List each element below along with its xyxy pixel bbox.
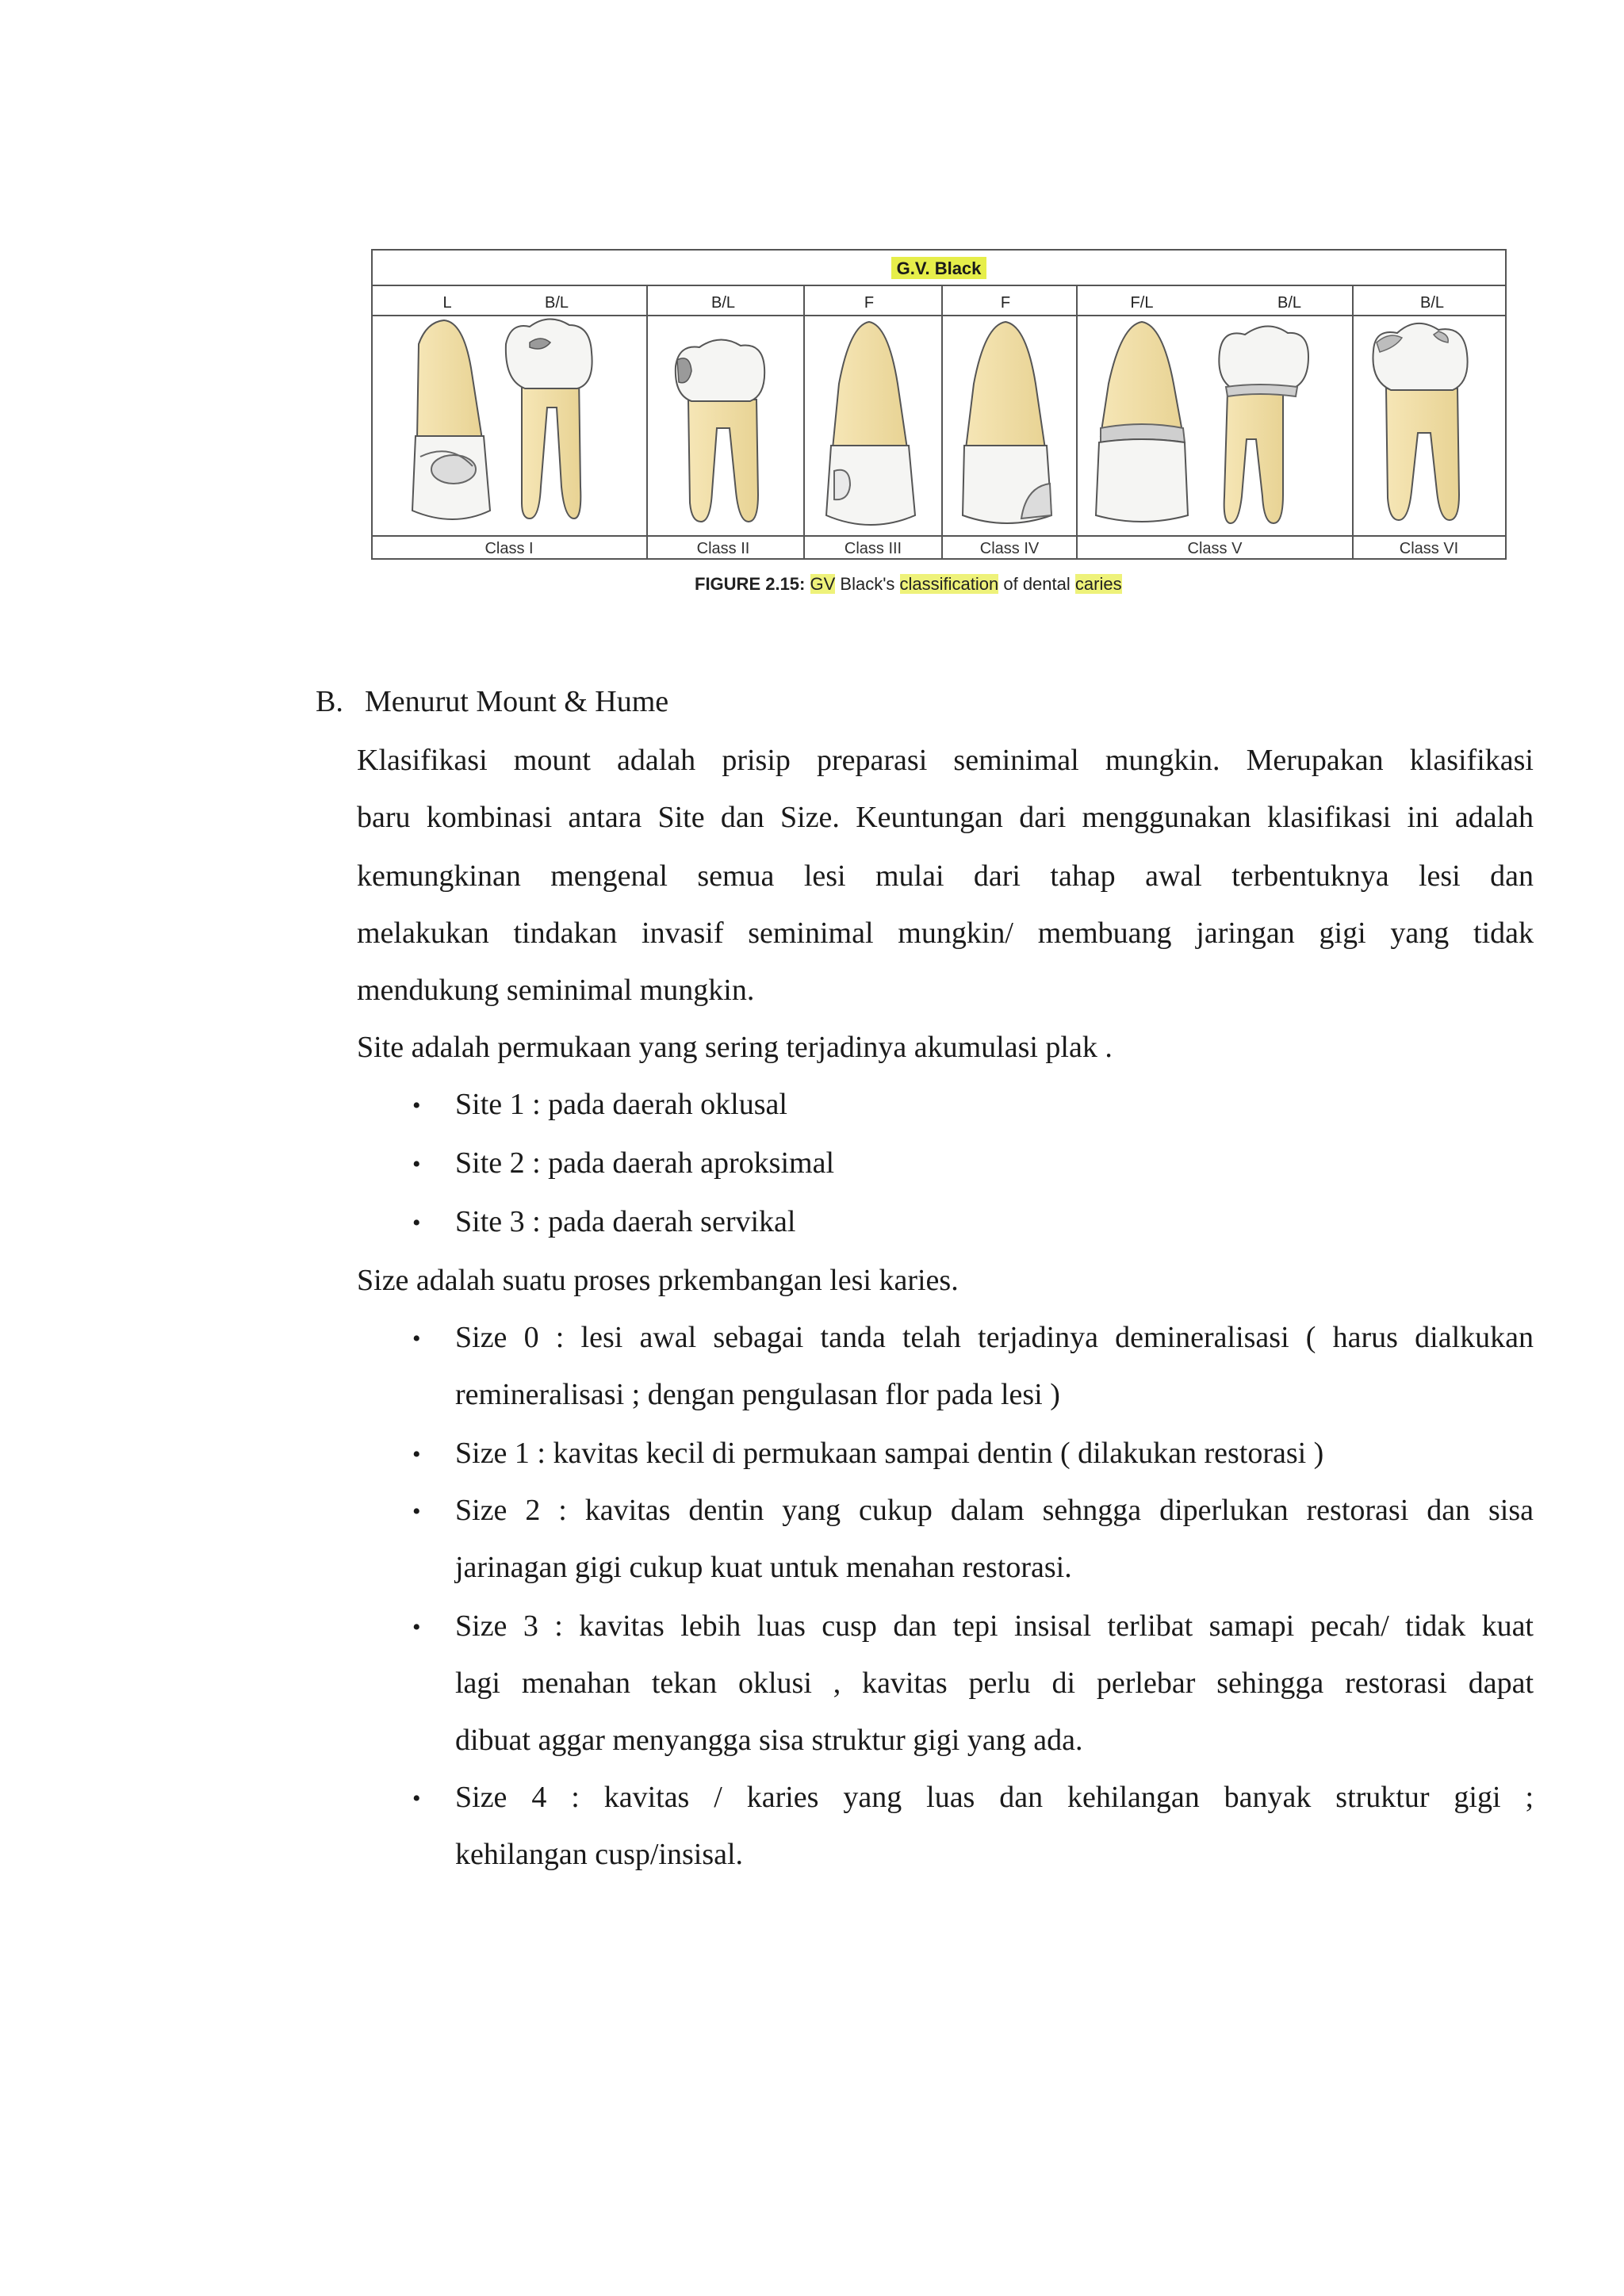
class-label: Class VI bbox=[1399, 540, 1459, 557]
view-label: F bbox=[864, 294, 875, 312]
bullet-icon: • bbox=[412, 1498, 421, 1525]
bullet-icon: • bbox=[412, 1785, 421, 1812]
caption-text: of dental bbox=[998, 574, 1075, 594]
size-item-line: Size 1 : kavitas kecil di permukaan sampai dentin ( dilakukan restorasi ) bbox=[455, 1437, 1324, 1470]
site-item: Site 1 : pada daerah oklusal bbox=[455, 1088, 787, 1121]
bullet-icon: • bbox=[412, 1151, 421, 1177]
caption-text: classification bbox=[899, 574, 999, 594]
paragraph-line: mendukung seminimal mungkin. bbox=[357, 974, 755, 1007]
bullet-icon: • bbox=[412, 1326, 421, 1352]
figure-caption bbox=[695, 574, 1122, 595]
bullet-icon: • bbox=[412, 1093, 421, 1119]
paragraph-line: kemungkinan mengenal semua lesi mulai dari tahap awal terbentuknya lesi dan bbox=[357, 859, 1534, 893]
size-item-line: Size 4 : kavitas / karies yang luas dan kehilangan banyak struktur gigi ; bbox=[455, 1781, 1534, 1814]
view-label: B/L bbox=[544, 294, 569, 312]
view-label: B/L bbox=[710, 294, 736, 312]
size-item-line: lagi menahan tekan oklusi , kavitas perlu di perlebar sehingga restorasi dapat bbox=[455, 1667, 1534, 1700]
class-label: Class III bbox=[844, 540, 902, 557]
view-label: L bbox=[442, 294, 452, 312]
size-intro: Size adalah suatu proses prkembangan lesi karies. bbox=[357, 1264, 959, 1297]
size-item-line: dibuat aggar menyangga sisa struktur gigi yang ada. bbox=[455, 1724, 1083, 1757]
site-intro: Site adalah permukaan yang sering terjadinya akumulasi plak . bbox=[357, 1031, 1113, 1064]
view-label: B/L bbox=[1277, 294, 1302, 312]
size-item-line: Size 0 : lesi awal sebagai tanda telah terjadinya demineralisasi ( harus dialkukan bbox=[455, 1321, 1534, 1354]
caption-text: GV bbox=[810, 574, 836, 594]
class-label: Class IV bbox=[979, 540, 1040, 557]
caption-text: caries bbox=[1074, 574, 1122, 594]
paragraph-line: melakukan tindakan invasif seminimal mungkin/ membuang jaringan gigi yang tidak bbox=[357, 916, 1534, 950]
size-item-line: Size 3 : kavitas lebih luas cusp dan tepi insisal terlibat samapi pecah/ tidak kuat bbox=[455, 1609, 1534, 1643]
paragraph-line: baru kombinasi antara Site dan Size. Keuntungan dari menggunakan klasifikasi ini adalah bbox=[357, 801, 1534, 834]
paragraph-line: Klasifikasi mount adalah prisip preparasi seminimal mungkin. Merupakan klasifikasi bbox=[357, 744, 1534, 777]
class-label: Class II bbox=[696, 540, 750, 557]
view-label: F bbox=[1000, 294, 1011, 312]
site-item: Site 3 : pada daerah servikal bbox=[455, 1205, 796, 1238]
section-heading: Menurut Mount & Hume bbox=[365, 685, 669, 718]
gv-black-figure bbox=[371, 249, 1507, 560]
view-label: F/L bbox=[1130, 294, 1154, 312]
section-heading-letter: B. bbox=[316, 685, 343, 718]
size-item-line: kehilangan cusp/insisal. bbox=[455, 1838, 744, 1871]
view-label: B/L bbox=[1419, 294, 1445, 312]
caption-figure-number: FIGURE 2.15: bbox=[695, 574, 806, 594]
bullet-icon: • bbox=[412, 1441, 421, 1468]
figure-graphic bbox=[371, 249, 1507, 560]
size-item-line: Size 2 : kavitas dentin yang cukup dalam sehngga diperlukan restorasi dan sisa bbox=[455, 1494, 1534, 1527]
bullet-icon: • bbox=[412, 1210, 421, 1236]
class-label: Class V bbox=[1187, 540, 1243, 557]
size-item-line: remineralisasi ; dengan pengulasan flor pada lesi ) bbox=[455, 1378, 1060, 1411]
size-item-line: jarinagan gigi cukup kuat untuk menahan restorasi. bbox=[455, 1551, 1072, 1584]
bullet-icon: • bbox=[412, 1614, 421, 1640]
figure-header-title: G.V. Black bbox=[896, 258, 982, 278]
caption-text: Black's bbox=[835, 574, 900, 594]
class-label: Class I bbox=[485, 540, 534, 557]
site-item: Site 2 : pada daerah aproksimal bbox=[455, 1146, 835, 1180]
